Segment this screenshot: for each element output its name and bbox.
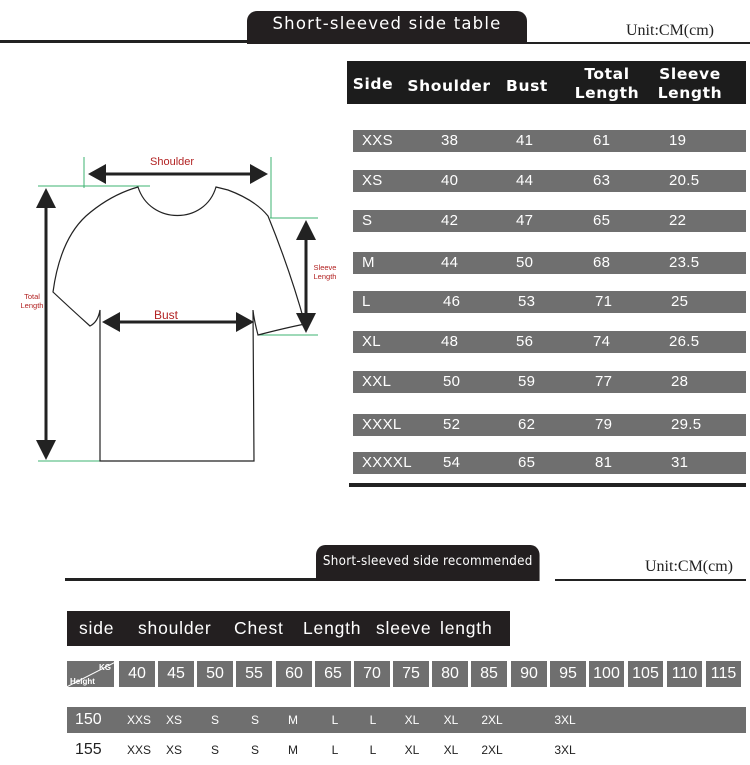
recommended-size: L (369, 713, 377, 727)
size-row (353, 291, 746, 313)
size-cell-bust: 65 (518, 454, 536, 471)
recommended-size: XXS (126, 713, 151, 727)
rheader-side: side (79, 618, 115, 638)
size-cell-shoulder: 48 (441, 333, 459, 350)
size-cell-shoulder: 44 (441, 254, 459, 271)
recommended-size: XL (443, 743, 459, 757)
recommended-size: XL (404, 743, 420, 757)
size-cell-sleeve: 31 (671, 454, 689, 471)
size-cell-bust: 56 (516, 333, 534, 350)
size-cell-total: 63 (593, 172, 611, 189)
size-cell-sleeve: 26.5 (669, 333, 700, 350)
section2-title: Short-sleeved side recommended table (316, 545, 540, 581)
recommended-size: S (210, 743, 219, 757)
rheader-sleeve-length: length (440, 618, 493, 638)
section1-rule-left (0, 40, 250, 43)
recommended-size: 3XL (554, 743, 576, 757)
size-cell-size: XXL (362, 373, 392, 390)
weight-cell: 110 (667, 661, 702, 687)
weight-cell: 60 (276, 661, 312, 687)
size-row (353, 210, 746, 232)
size-cell-size: XXXL (362, 416, 402, 433)
recommended-size: M (288, 713, 298, 727)
recommended-size: L (331, 743, 339, 757)
height-value: 155 (75, 741, 102, 758)
recommended-size: XL (404, 713, 420, 727)
recommended-size: L (331, 713, 339, 727)
size-row (353, 452, 746, 474)
recommended-size: 3XL (554, 713, 576, 727)
size-cell-size: XXS (362, 132, 393, 149)
size-cell-sleeve: 28 (671, 373, 689, 390)
header-side: Side (352, 75, 394, 93)
recommended-size: XXS (126, 743, 151, 757)
label-sleeve-length: Sleeve Length (313, 263, 337, 281)
size-cell-size: XL (362, 333, 381, 350)
size-cell-bust: 53 (518, 293, 536, 310)
header-bust: Bust (506, 77, 548, 95)
header-sleeve-length: Sleeve Length (657, 65, 723, 102)
size-cell-shoulder: 54 (443, 454, 461, 471)
recommended-size: S (210, 713, 219, 727)
height-value: 150 (75, 711, 102, 728)
size-row (353, 130, 746, 152)
size-cell-total: 71 (595, 293, 613, 310)
height-row-155 (67, 739, 746, 765)
size-cell-shoulder: 46 (443, 293, 461, 310)
size-cell-shoulder: 52 (443, 416, 461, 433)
size-cell-bust: 44 (516, 172, 534, 189)
weight-cell: 75 (393, 661, 429, 687)
rheader-shoulder: shoulder (138, 618, 212, 638)
size-cell-total: 74 (593, 333, 611, 350)
weight-cell: 70 (354, 661, 390, 687)
size-cell-sleeve: 20.5 (669, 172, 700, 189)
weight-cell: 85 (471, 661, 507, 687)
label-shoulder: Shoulder (150, 156, 195, 168)
label-bust: Bust (154, 308, 179, 322)
size-cell-total: 79 (595, 416, 613, 433)
size-cell-total: 65 (593, 212, 611, 229)
size-table-header (347, 61, 746, 104)
weight-cell: 95 (550, 661, 586, 687)
weight-cell: 90 (511, 661, 547, 687)
weight-cell: 115 (706, 661, 741, 687)
rheader-sleeve: sleeve (376, 618, 432, 638)
weight-cell: 80 (432, 661, 468, 687)
size-cell-size: S (362, 212, 373, 229)
recommended-size: XS (165, 713, 182, 727)
weight-cell: 45 (158, 661, 194, 687)
size-cell-shoulder: 42 (441, 212, 459, 229)
section1-unit: Unit:CM(cm) (626, 22, 714, 39)
size-cell-sleeve: 22 (669, 212, 687, 229)
kg-height-corner (67, 661, 114, 687)
size-cell-size: L (362, 293, 371, 310)
tshirt-outline (53, 187, 305, 461)
size-row (353, 331, 746, 353)
section2-rule-right (555, 579, 746, 581)
weight-cell: 100 (589, 661, 624, 687)
size-cell-total: 61 (593, 132, 611, 149)
rheader-chest: Chest (234, 618, 284, 638)
recommended-size: XL (443, 713, 459, 727)
recommended-size: 2XL (481, 713, 503, 727)
weight-cell: 50 (197, 661, 233, 687)
section2-rule-left (65, 578, 320, 581)
total-length-arrow (36, 188, 56, 460)
corner-kg-label: KG (99, 663, 111, 672)
height-row-150 (67, 707, 746, 733)
size-cell-sleeve: 23.5 (669, 254, 700, 271)
size-cell-bust: 59 (518, 373, 536, 390)
corner-height-label: Height (70, 677, 95, 686)
section2-unit: Unit:CM(cm) (645, 558, 733, 575)
size-row (353, 170, 746, 192)
recommended-size: M (288, 743, 298, 757)
recommended-size: S (250, 743, 259, 757)
tshirt-svg (0, 130, 350, 480)
size-cell-sleeve: 29.5 (671, 416, 702, 433)
size-row (353, 371, 746, 393)
size-cell-size: XS (362, 172, 383, 189)
section1-rule-right (520, 42, 750, 44)
size-cell-bust: 47 (516, 212, 534, 229)
weight-cell: 55 (236, 661, 272, 687)
size-cell-total: 81 (595, 454, 613, 471)
size-row (353, 252, 746, 274)
recommended-size: L (369, 743, 377, 757)
size-cell-sleeve: 19 (669, 132, 687, 149)
size-cell-sleeve: 25 (671, 293, 689, 310)
size-row (353, 414, 746, 436)
weight-cell: 105 (628, 661, 663, 687)
recommended-size: S (250, 713, 259, 727)
size-cell-size: XXXXL (362, 454, 412, 471)
size-cell-size: M (362, 254, 375, 271)
section1-title: Short-sleeved side table (247, 11, 527, 44)
label-total-length: Total Length (20, 292, 44, 310)
header-shoulder: Shoulder (407, 77, 491, 95)
recommended-table-header (67, 611, 510, 646)
size-cell-bust: 41 (516, 132, 534, 149)
size-cell-total: 68 (593, 254, 611, 271)
header-total-length: Total Length (574, 65, 640, 102)
size-cell-shoulder: 50 (443, 373, 461, 390)
recommended-size: XS (165, 743, 182, 757)
size-cell-shoulder: 38 (441, 132, 459, 149)
size-cell-total: 77 (595, 373, 613, 390)
tshirt-diagram (0, 130, 350, 480)
size-cell-bust: 50 (516, 254, 534, 271)
size-table-bottom-rule (349, 483, 746, 487)
rheader-length: Length (303, 618, 362, 638)
recommended-size: 2XL (481, 743, 503, 757)
weight-cell: 65 (315, 661, 351, 687)
weight-cell: 40 (119, 661, 155, 687)
size-cell-shoulder: 40 (441, 172, 459, 189)
size-cell-bust: 62 (518, 416, 536, 433)
